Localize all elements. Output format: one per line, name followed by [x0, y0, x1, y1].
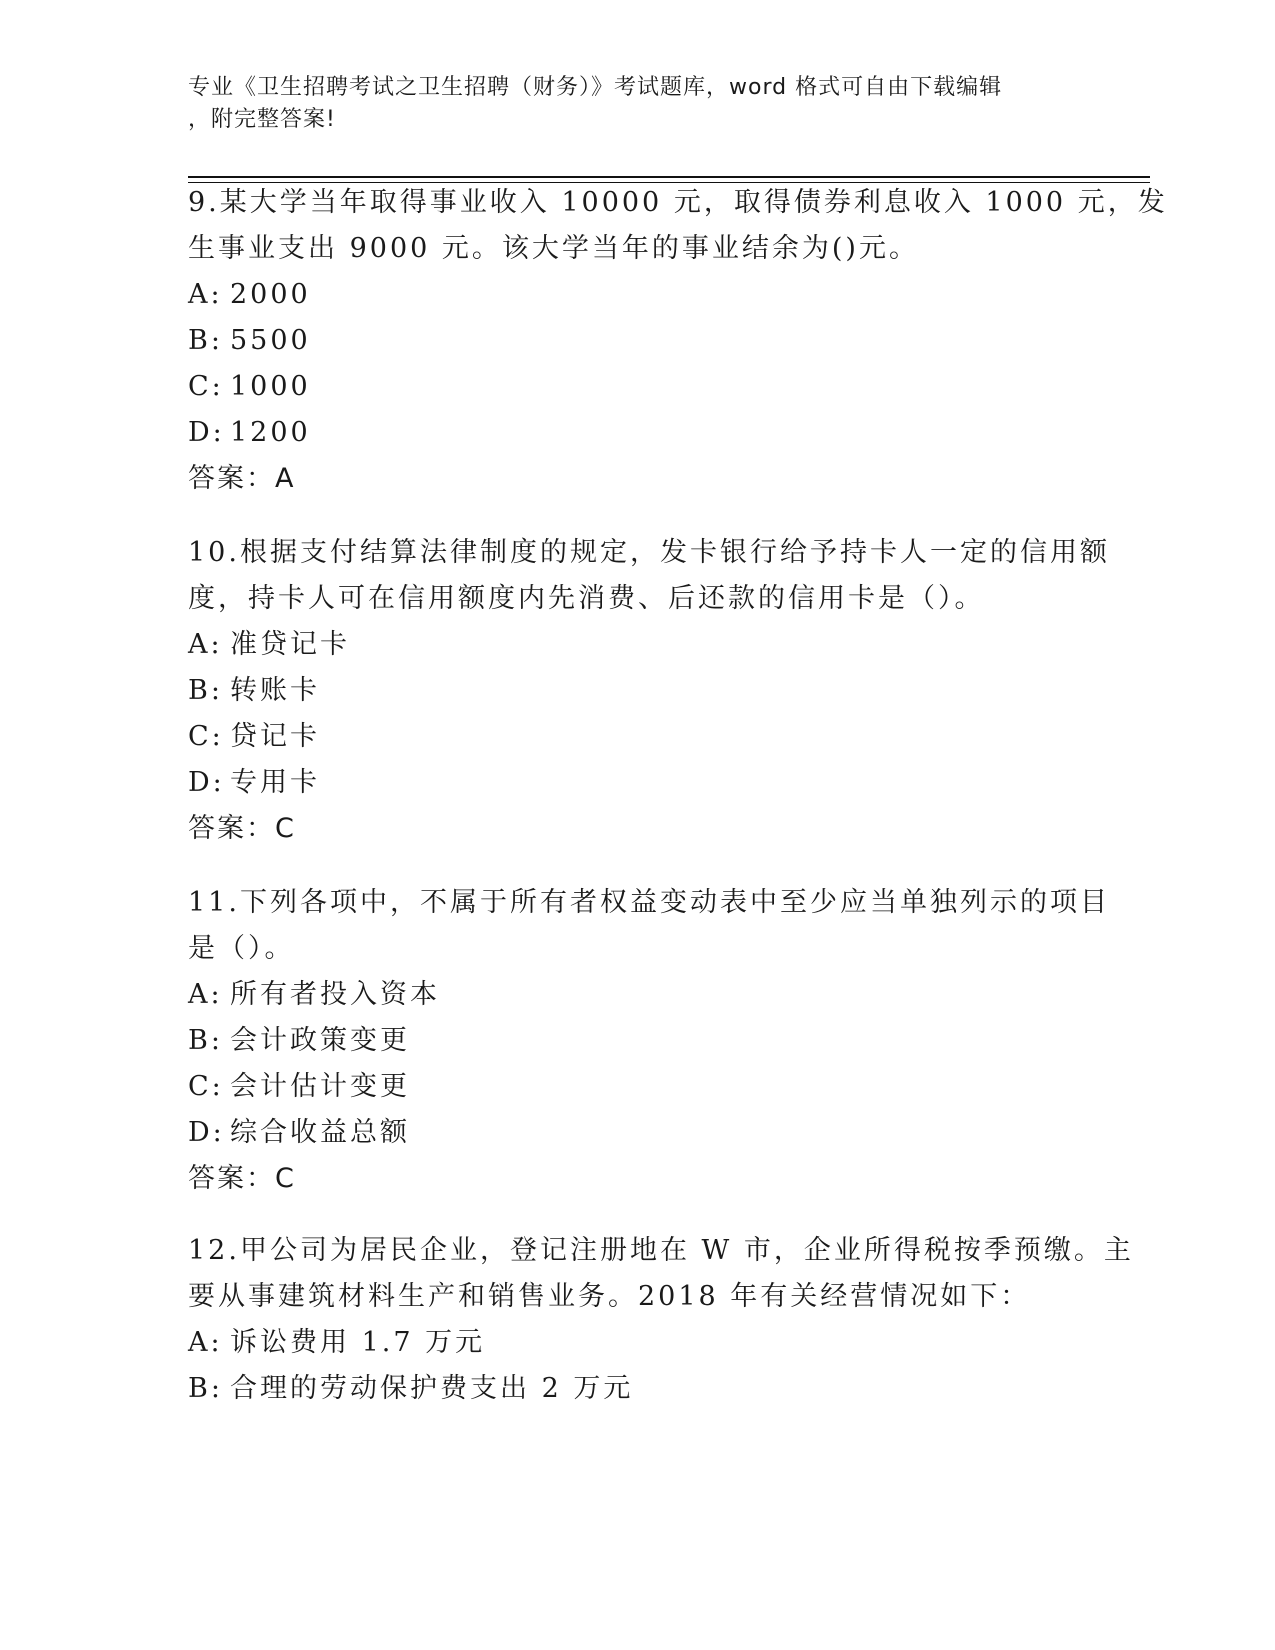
option-text: 1200	[230, 417, 311, 448]
header-line-1: 专业《卫生招聘考试之卫生招聘（财务）》考试题库，word 格式可自由下载编辑	[188, 75, 1003, 100]
question-text	[188, 880, 1110, 972]
option-key: A:	[188, 1327, 223, 1358]
answer-line: 答案：A	[188, 463, 296, 494]
option-text: 贷记卡	[230, 721, 320, 752]
option-key: D:	[188, 1117, 225, 1148]
option-text: 准贷记卡	[230, 629, 350, 660]
option-b	[188, 318, 1088, 364]
option-b	[188, 668, 1088, 714]
question-line: 度，持卡人可在信用额度内先消费、后还款的信用卡是（）。	[188, 583, 985, 614]
question-line: 12.甲公司为居民企业，登记注册地在 W 市，企业所得税按季预缴。主	[188, 1235, 1134, 1266]
question-line: 是（）。	[188, 933, 295, 964]
option-a	[188, 972, 1088, 1018]
option-d	[188, 760, 1088, 806]
option-text: 1000	[230, 371, 311, 402]
header-divider-thick	[188, 176, 1150, 178]
option-a	[188, 272, 1088, 318]
option-key: D:	[188, 417, 225, 448]
option-key: C:	[188, 371, 224, 402]
option-key: A:	[188, 979, 223, 1010]
option-d	[188, 1110, 1088, 1156]
header-line-2: ，附完整答案!	[188, 107, 336, 132]
option-text: 综合收益总额	[230, 1117, 410, 1148]
question-11	[188, 880, 1110, 1202]
option-text: 2000	[230, 279, 311, 310]
option-key: C:	[188, 721, 224, 752]
option-d	[188, 410, 1088, 456]
option-b	[188, 1018, 1088, 1064]
option-c	[188, 714, 1088, 760]
option-key: B:	[188, 675, 223, 706]
question-line: 生事业支出 9000 元。该大学当年的事业结余为()元。	[188, 233, 919, 264]
option-key: B:	[188, 1025, 223, 1056]
question-text	[188, 180, 1168, 272]
option-c	[188, 364, 1088, 410]
question-10	[188, 530, 1110, 852]
document-header	[188, 72, 1088, 136]
question-line: 11.下列各项中，不属于所有者权益变动表中至少应当单独列示的项目	[188, 887, 1110, 918]
option-key: A:	[188, 629, 223, 660]
question-9	[188, 180, 1168, 502]
option-c	[188, 1064, 1088, 1110]
option-text: 合理的劳动保护费支出 2 万元	[230, 1373, 634, 1404]
question-text	[188, 530, 1110, 622]
question-line: 要从事建筑材料生产和销售业务。2018 年有关经营情况如下：	[188, 1281, 1031, 1312]
option-key: D:	[188, 767, 225, 798]
answer-line: 答案：C	[188, 813, 296, 844]
option-text: 诉讼费用 1.7 万元	[230, 1327, 486, 1358]
option-text: 会计估计变更	[230, 1071, 410, 1102]
question-line: 9.某大学当年取得事业收入 10000 元，取得债券利息收入 1000 元，发	[188, 187, 1168, 218]
question-text	[188, 1228, 1134, 1320]
option-text: 所有者投入资本	[230, 979, 440, 1010]
option-a	[188, 1320, 1088, 1366]
answer-line: 答案：C	[188, 1163, 296, 1194]
option-key: A:	[188, 279, 223, 310]
option-key: B:	[188, 325, 223, 356]
question-12	[188, 1228, 1134, 1412]
option-b	[188, 1366, 1088, 1412]
option-text: 专用卡	[230, 767, 320, 798]
option-key: C:	[188, 1071, 224, 1102]
option-text: 5500	[230, 325, 311, 356]
question-line: 10.根据支付结算法律制度的规定，发卡银行给予持卡人一定的信用额	[188, 537, 1110, 568]
option-text: 会计政策变更	[230, 1025, 410, 1056]
option-a	[188, 622, 1088, 668]
option-text: 转账卡	[230, 675, 320, 706]
option-key: B:	[188, 1373, 223, 1404]
